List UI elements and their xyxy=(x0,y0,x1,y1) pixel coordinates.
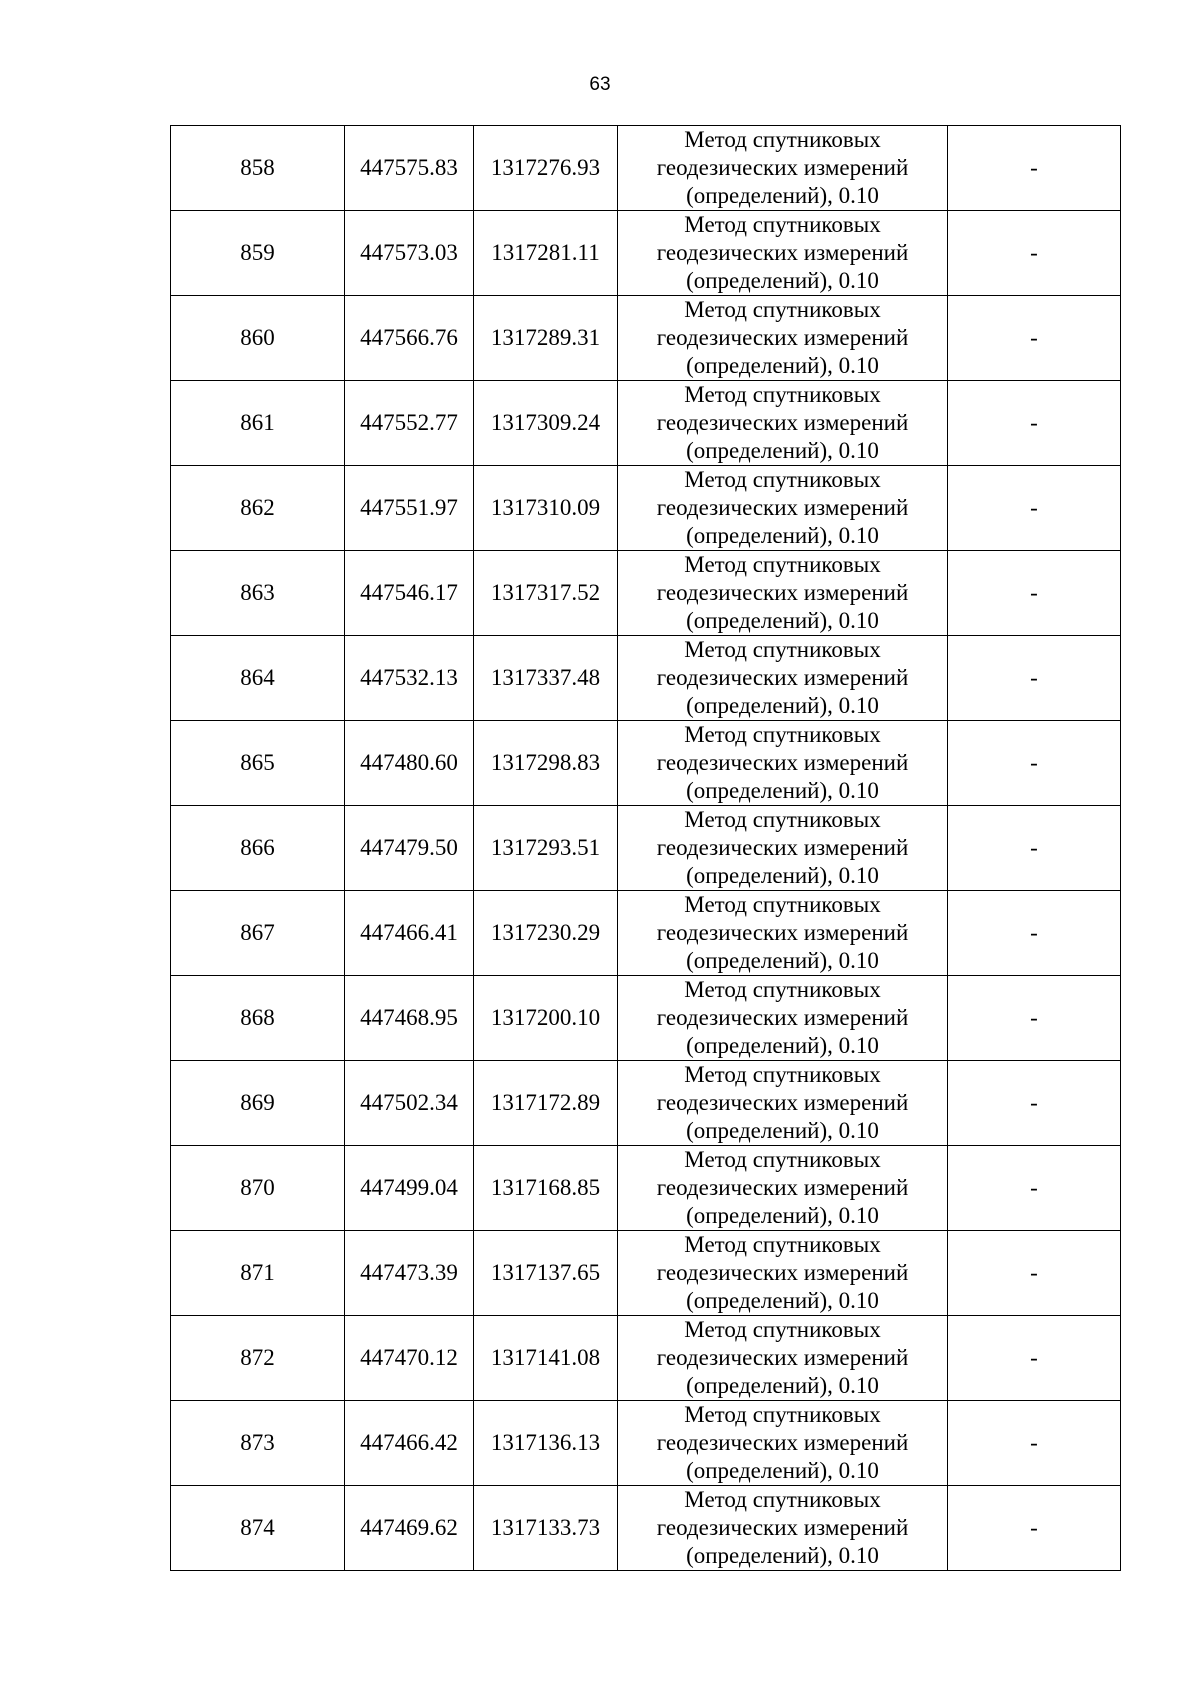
y-coordinate-cell: 1317337.48 xyxy=(474,636,618,721)
note-cell: - xyxy=(948,211,1121,296)
table-row xyxy=(171,211,1121,296)
method-cell xyxy=(618,1231,948,1316)
y-coordinate-cell: 1317298.83 xyxy=(474,721,618,806)
table-body xyxy=(171,126,1121,1571)
x-coordinate-cell: 447466.41 xyxy=(345,891,474,976)
x-coordinate-cell: 447499.04 xyxy=(345,1146,474,1231)
method-text-line: (определений), 0.10 xyxy=(686,948,879,973)
method-text-line: геодезических измерений xyxy=(656,1175,909,1200)
method-text-line: (определений), 0.10 xyxy=(686,1543,879,1568)
method-cell xyxy=(618,891,948,976)
y-coordinate-cell: 1317309.24 xyxy=(474,381,618,466)
method-text-line: (определений), 0.10 xyxy=(686,353,879,378)
note-cell: - xyxy=(948,1401,1121,1486)
method-cell xyxy=(618,381,948,466)
method-text-line: геодезических измерений xyxy=(656,1515,909,1540)
y-coordinate-cell: 1317137.65 xyxy=(474,1231,618,1316)
method-cell xyxy=(618,211,948,296)
point-number-cell: 874 xyxy=(171,1486,345,1571)
point-number-cell: 864 xyxy=(171,636,345,721)
x-coordinate-cell: 447480.60 xyxy=(345,721,474,806)
note-cell: - xyxy=(948,1146,1121,1231)
method-text-line: Метод спутниковых xyxy=(684,297,881,322)
point-number-cell: 871 xyxy=(171,1231,345,1316)
method-text-line: геодезических измерений xyxy=(656,1345,909,1370)
method-text-line: Метод спутниковых xyxy=(684,977,881,1002)
method-cell xyxy=(618,1401,948,1486)
note-cell: - xyxy=(948,976,1121,1061)
y-coordinate-cell: 1317293.51 xyxy=(474,806,618,891)
x-coordinate-cell: 447466.42 xyxy=(345,1401,474,1486)
y-coordinate-cell: 1317168.85 xyxy=(474,1146,618,1231)
point-number-cell: 861 xyxy=(171,381,345,466)
method-text-line: геодезических измерений xyxy=(656,1430,909,1455)
method-text-line: (определений), 0.10 xyxy=(686,1458,879,1483)
method-text-line: (определений), 0.10 xyxy=(686,1373,879,1398)
method-text-line: геодезических измерений xyxy=(656,835,909,860)
method-text-line: геодезических измерений xyxy=(656,920,909,945)
page-number: 63 xyxy=(589,74,611,95)
note-cell: - xyxy=(948,1316,1121,1401)
method-cell xyxy=(618,1486,948,1571)
method-text-line: Метод спутниковых xyxy=(684,1147,881,1172)
table-row xyxy=(171,891,1121,976)
method-text-line: Метод спутниковых xyxy=(684,722,881,747)
note-cell: - xyxy=(948,721,1121,806)
method-cell xyxy=(618,466,948,551)
method-text-line: (определений), 0.10 xyxy=(686,1033,879,1058)
method-text-line: Метод спутниковых xyxy=(684,1402,881,1427)
y-coordinate-cell: 1317200.10 xyxy=(474,976,618,1061)
note-cell: - xyxy=(948,126,1121,211)
point-number-cell: 873 xyxy=(171,1401,345,1486)
point-number-cell: 863 xyxy=(171,551,345,636)
method-text-line: геодезических измерений xyxy=(656,665,909,690)
method-cell xyxy=(618,1316,948,1401)
method-text-line: геодезических измерений xyxy=(656,1005,909,1030)
y-coordinate-cell: 1317141.08 xyxy=(474,1316,618,1401)
note-cell: - xyxy=(948,296,1121,381)
method-text-line: (определений), 0.10 xyxy=(686,1203,879,1228)
method-text-line: (определений), 0.10 xyxy=(686,523,879,548)
method-text-line: (определений), 0.10 xyxy=(686,268,879,293)
method-text-line: (определений), 0.10 xyxy=(686,608,879,633)
method-cell xyxy=(618,296,948,381)
x-coordinate-cell: 447546.17 xyxy=(345,551,474,636)
method-text-line: Метод спутниковых xyxy=(684,382,881,407)
table-row xyxy=(171,1316,1121,1401)
method-text-line: геодезических измерений xyxy=(656,580,909,605)
table-row xyxy=(171,636,1121,721)
point-number-cell: 859 xyxy=(171,211,345,296)
method-cell xyxy=(618,1146,948,1231)
table-row xyxy=(171,1146,1121,1231)
method-text-line: Метод спутниковых xyxy=(684,1232,881,1257)
table-row xyxy=(171,126,1121,211)
method-text-line: (определений), 0.10 xyxy=(686,438,879,463)
method-text-line: (определений), 0.10 xyxy=(686,1118,879,1143)
point-number-cell: 860 xyxy=(171,296,345,381)
x-coordinate-cell: 447573.03 xyxy=(345,211,474,296)
x-coordinate-cell: 447552.77 xyxy=(345,381,474,466)
method-text-line: Метод спутниковых xyxy=(684,1317,881,1342)
table-row xyxy=(171,806,1121,891)
x-coordinate-cell: 447566.76 xyxy=(345,296,474,381)
method-text-line: геодезических измерений xyxy=(656,240,909,265)
method-text-line: (определений), 0.10 xyxy=(686,863,879,888)
coordinates-table xyxy=(170,125,1121,1571)
method-text-line: Метод спутниковых xyxy=(684,127,881,152)
table-row xyxy=(171,381,1121,466)
method-cell xyxy=(618,551,948,636)
method-cell xyxy=(618,126,948,211)
y-coordinate-cell: 1317289.31 xyxy=(474,296,618,381)
note-cell: - xyxy=(948,636,1121,721)
table-row xyxy=(171,976,1121,1061)
method-cell xyxy=(618,636,948,721)
note-cell: - xyxy=(948,466,1121,551)
method-text-line: (определений), 0.10 xyxy=(686,693,879,718)
method-cell xyxy=(618,1061,948,1146)
table-row xyxy=(171,296,1121,381)
note-cell: - xyxy=(948,806,1121,891)
method-cell xyxy=(618,806,948,891)
y-coordinate-cell: 1317136.13 xyxy=(474,1401,618,1486)
method-text-line: геодезических измерений xyxy=(656,495,909,520)
table-row xyxy=(171,721,1121,806)
x-coordinate-cell: 447532.13 xyxy=(345,636,474,721)
table-row xyxy=(171,1061,1121,1146)
method-text-line: геодезических измерений xyxy=(656,1260,909,1285)
point-number-cell: 869 xyxy=(171,1061,345,1146)
point-number-cell: 866 xyxy=(171,806,345,891)
method-text-line: геодезических измерений xyxy=(656,410,909,435)
method-text-line: (определений), 0.10 xyxy=(686,1288,879,1313)
point-number-cell: 870 xyxy=(171,1146,345,1231)
x-coordinate-cell: 447479.50 xyxy=(345,806,474,891)
y-coordinate-cell: 1317133.73 xyxy=(474,1486,618,1571)
y-coordinate-cell: 1317276.93 xyxy=(474,126,618,211)
point-number-cell: 858 xyxy=(171,126,345,211)
note-cell: - xyxy=(948,381,1121,466)
y-coordinate-cell: 1317172.89 xyxy=(474,1061,618,1146)
method-text-line: Метод спутниковых xyxy=(684,1062,881,1087)
method-text-line: геодезических измерений xyxy=(656,1090,909,1115)
note-cell: - xyxy=(948,1231,1121,1316)
method-text-line: Метод спутниковых xyxy=(684,212,881,237)
method-text-line: Метод спутниковых xyxy=(684,552,881,577)
method-text-line: геодезических измерений xyxy=(656,155,909,180)
x-coordinate-cell: 447551.97 xyxy=(345,466,474,551)
point-number-cell: 868 xyxy=(171,976,345,1061)
note-cell: - xyxy=(948,891,1121,976)
method-text-line: Метод спутниковых xyxy=(684,1487,881,1512)
method-text-line: Метод спутниковых xyxy=(684,892,881,917)
y-coordinate-cell: 1317281.11 xyxy=(474,211,618,296)
table-row xyxy=(171,1401,1121,1486)
method-text-line: геодезических измерений xyxy=(656,325,909,350)
y-coordinate-cell: 1317230.29 xyxy=(474,891,618,976)
x-coordinate-cell: 447468.95 xyxy=(345,976,474,1061)
note-cell: - xyxy=(948,1486,1121,1571)
y-coordinate-cell: 1317310.09 xyxy=(474,466,618,551)
method-text-line: (определений), 0.10 xyxy=(686,778,879,803)
method-text-line: геодезических измерений xyxy=(656,750,909,775)
method-text-line: Метод спутниковых xyxy=(684,467,881,492)
method-text-line: Метод спутниковых xyxy=(684,807,881,832)
method-cell xyxy=(618,721,948,806)
x-coordinate-cell: 447473.39 xyxy=(345,1231,474,1316)
table-row xyxy=(171,466,1121,551)
y-coordinate-cell: 1317317.52 xyxy=(474,551,618,636)
method-text-line: Метод спутниковых xyxy=(684,637,881,662)
method-cell xyxy=(618,976,948,1061)
point-number-cell: 867 xyxy=(171,891,345,976)
x-coordinate-cell: 447575.83 xyxy=(345,126,474,211)
method-text-line: (определений), 0.10 xyxy=(686,183,879,208)
x-coordinate-cell: 447469.62 xyxy=(345,1486,474,1571)
point-number-cell: 862 xyxy=(171,466,345,551)
table-row xyxy=(171,551,1121,636)
x-coordinate-cell: 447470.12 xyxy=(345,1316,474,1401)
note-cell: - xyxy=(948,551,1121,636)
point-number-cell: 872 xyxy=(171,1316,345,1401)
point-number-cell: 865 xyxy=(171,721,345,806)
table-row xyxy=(171,1486,1121,1571)
note-cell: - xyxy=(948,1061,1121,1146)
x-coordinate-cell: 447502.34 xyxy=(345,1061,474,1146)
table-row xyxy=(171,1231,1121,1316)
